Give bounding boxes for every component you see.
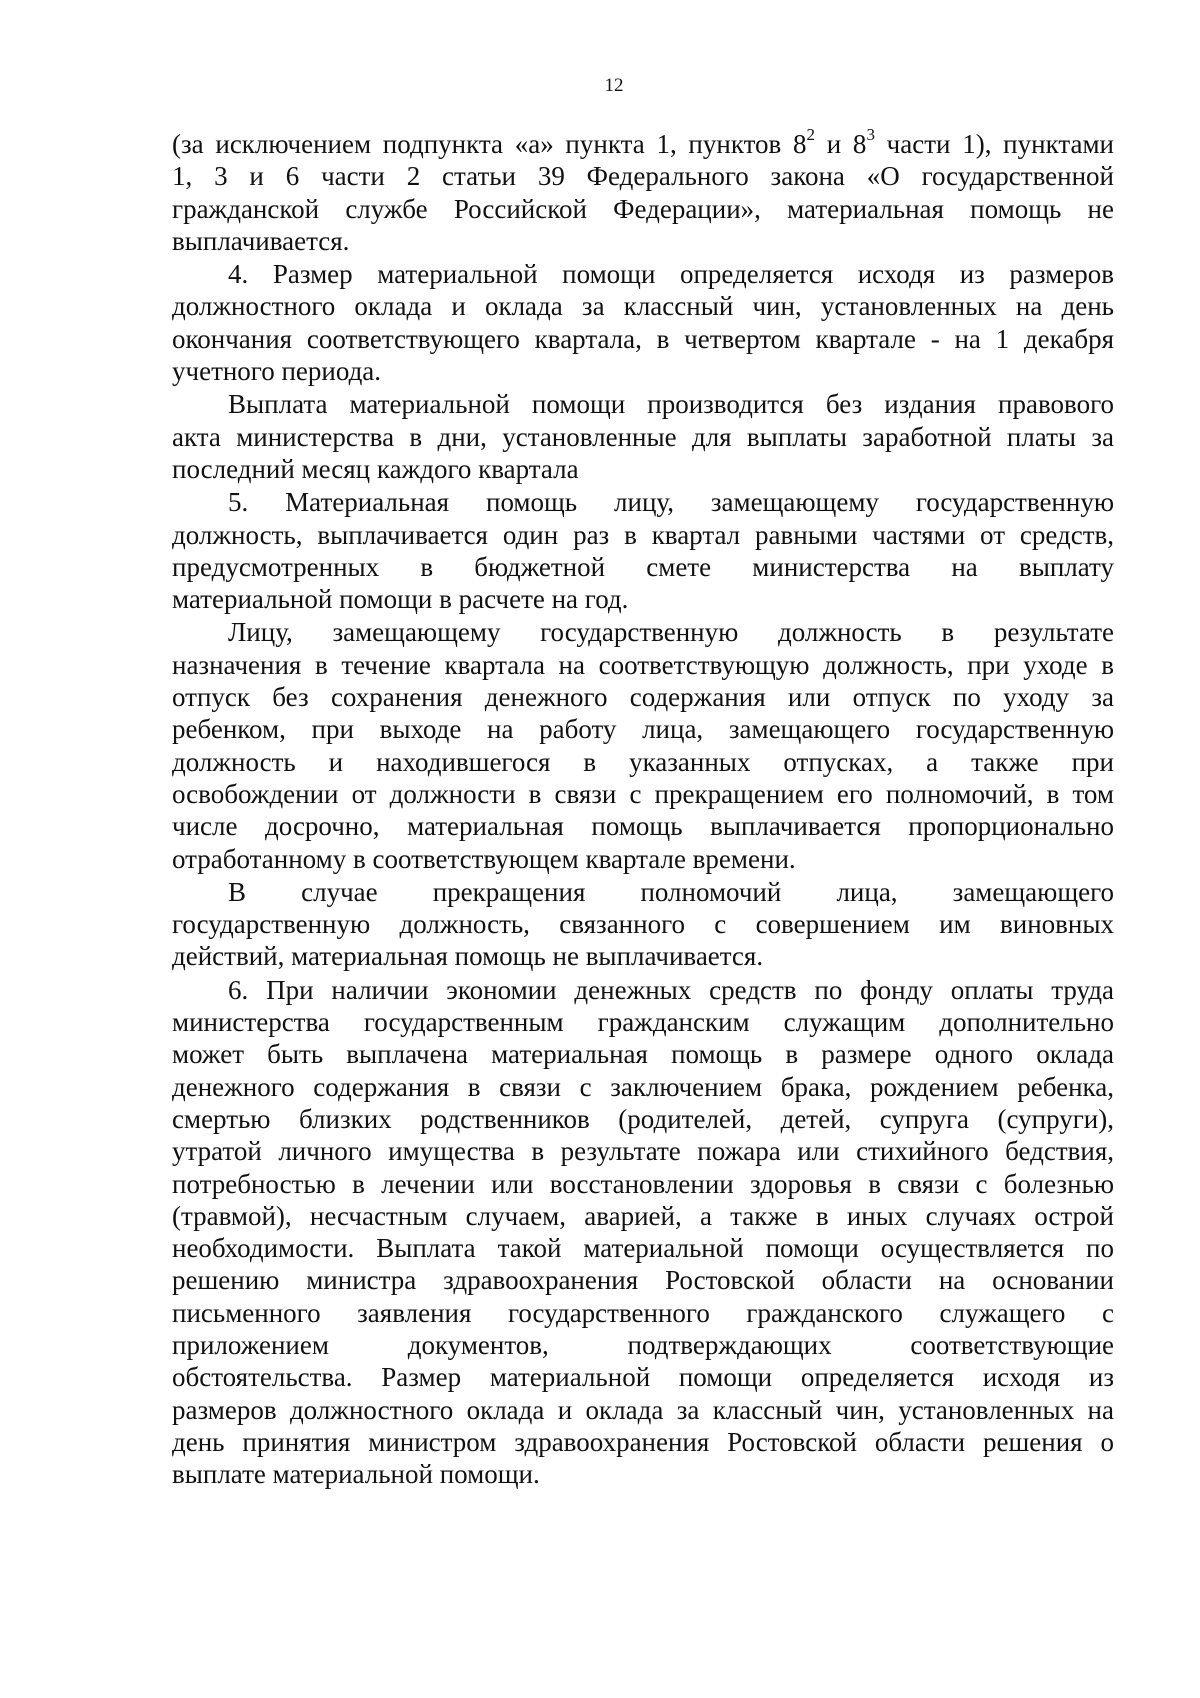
- text-line: может быть выплачена материальная помощь в размере одного оклада: [172, 1039, 1114, 1070]
- text-line: отпуск без сохранения денежного содержания или отпуск по уходу за: [172, 682, 1114, 713]
- text-line: приложением документов, подтверждающих соответствующие: [172, 1329, 1114, 1360]
- text-line: день принятия министром здравоохранения Ростовской области решения о: [172, 1426, 1114, 1457]
- paragraph-item-6: [172, 974, 1114, 1491]
- text-line: (за исключением подпункта «а» пункта 1, пунктов $8^2$ и $8^3$ части 1), пунктами: [172, 125, 1114, 159]
- text-line: окончания соответствующего квартала, в четвертом квартале - на 1 декабря: [172, 323, 1114, 354]
- text-line: утратой личного имущества в результате пожара или стихийного бедствия,: [172, 1136, 1114, 1167]
- text-line: числе досрочно, материальная помощь выплачивается пропорционально: [172, 811, 1114, 842]
- text-line: денежного содержания в связи с заключением брака, рождением ребенка,: [172, 1071, 1114, 1102]
- page-number: 12: [604, 75, 624, 96]
- text-line: размеров должностного оклада и оклада за классный чин, установленных на: [172, 1394, 1114, 1425]
- text-line: отработанному в соответствующем квартале времени.: [172, 843, 796, 874]
- text-line: В случае прекращения полномочий лица, замещающего: [228, 876, 1114, 907]
- text-line: Выплата материальной помощи производится без издания правового: [228, 389, 1114, 420]
- text-line: выплате материальной помощи.: [172, 1459, 540, 1490]
- paragraph-continuation: [172, 125, 1114, 257]
- text-line: письменного заявления государственного гражданского служащего с: [172, 1297, 1114, 1328]
- paragraph-item-5: [172, 486, 1114, 615]
- text-line: освобождении от должности в связи с прекращением его полномочий, в том: [172, 778, 1114, 809]
- text-line: выплачивается.: [172, 225, 350, 256]
- text-line: 5. Материальная помощь лицу, замещающему государственную: [228, 487, 1114, 518]
- text-line: Лицу, замещающему государственную должность в результате: [228, 617, 1114, 648]
- text-line: предусмотренных в бюджетной смете министерства на выплату: [172, 551, 1114, 582]
- text-line: 4. Размер материальной помощи определяется исходя из размеров: [228, 259, 1114, 290]
- paragraph-item-4: [172, 258, 1114, 387]
- text-line: материальной помощи в расчете на год.: [172, 584, 629, 615]
- text-line: действий, материальная помощь не выплачивается.: [172, 941, 764, 972]
- paragraph-termination: [172, 876, 1114, 973]
- text-line: должность, выплачивается один раз в квартал равными частями от средств,: [172, 519, 1114, 550]
- text-line: (травмой), несчастным случаем, аварией, а также в иных случаях острой: [172, 1200, 1114, 1231]
- text-line: государственную должность, связанного с совершением им виновных: [172, 909, 1114, 940]
- text-line: назначения в течение квартала на соответствующую должность, при уходе в: [172, 649, 1114, 680]
- text-line: гражданской службе Российской Федерации», материальная помощь не: [172, 193, 1114, 224]
- text-line: министерства государственным гражданским служащим дополнительно: [172, 1007, 1114, 1038]
- text-line: решению министра здравоохранения Ростовской области на основании: [172, 1265, 1114, 1296]
- text-line: 6. При наличии экономии денежных средств по фонду оплаты труда: [228, 974, 1114, 1005]
- text-line: обстоятельства. Размер материальной помощи определяется исходя из: [172, 1362, 1114, 1393]
- text-line: необходимости. Выплата такой материальной помощи осуществляется по: [172, 1233, 1114, 1264]
- text-line: ребенком, при выходе на работу лица, замещающего государственную: [172, 714, 1114, 745]
- text-line: акта министерства в дни, установленные для выплаты заработной платы за: [172, 421, 1114, 452]
- text-line: должность и находившегося в указанных отпусках, а также при: [172, 746, 1114, 777]
- text-line: потребностью в лечении или восстановлении здоровья в связи с болезнью: [172, 1168, 1114, 1199]
- text-line: последний месяц каждого квартала: [172, 453, 579, 484]
- paragraph-payment-terms: [172, 388, 1114, 485]
- document-body: [172, 125, 1114, 1490]
- text-line: смертью близких родственников (родителей, детей, супруга (супруги),: [172, 1103, 1114, 1134]
- text-line: 1, 3 и 6 части 2 статьи 39 Федерального закона «О государственной: [172, 161, 1114, 192]
- paragraph-proportional-payment: [172, 616, 1114, 874]
- text-line: учетного периода.: [172, 356, 382, 387]
- text-line: должностного оклада и оклада за классный чин, установленных на день: [172, 291, 1114, 322]
